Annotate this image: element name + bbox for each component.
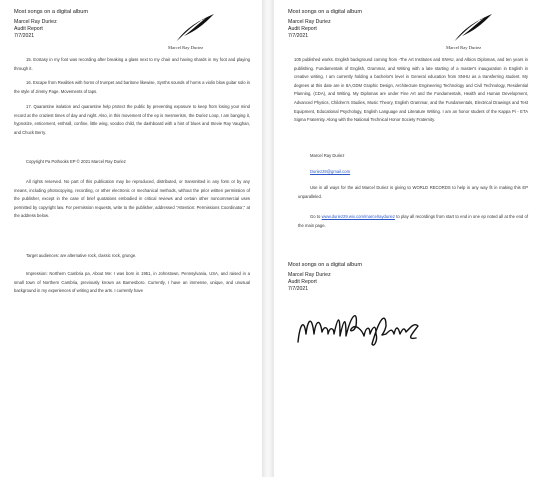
left-page: [0, 0, 262, 477]
website-link[interactable]: www.duriez29.wix.com/marcelrayduriez: [321, 214, 395, 219]
copyright-line: Copyright Pa Pothooks EP © 2021 Marcel Ray Duriez: [26, 159, 126, 164]
list-item: 17. Quarantine isolation and quarantine help protect the public by preventing exposure to keep from losing your mind record at the craziest times of day and night. Also, in this movement of the ep is mesmerism, the Duriez Loop, I am banging it, hypnotize, enticement, enthrall, confine, little wing, voodoo child, the dashboard with a hint of blues and Stevie Ray Vaughan, and Chuck Berry.: [14, 104, 250, 135]
header-title: Most songs on a digital album: [288, 262, 363, 268]
email-link[interactable]: Duriez29@gmail.com: [310, 169, 351, 174]
contact-name: Marcel Ray Duriez: [310, 153, 345, 158]
left-header: [14, 9, 88, 40]
header-author: Marcel Ray Duriez: [14, 19, 57, 25]
bio-paragraph: 105 published works. English background coming from -The Art Institutes and SNHU, and Albion Diplomas, and ten years in publishing. Fundamentals of English, Grammar, and Writing with a late starting of a master's inauguration in English in creative writing. I am currently holding a bachelor's level in General education from SNHU as a transferring student. My degrees at this date are in 8A,GDM Graphic Design, Architecture Engineering Technology and Civil Technology, Residential Planning, (CDA), and Writing. My Diplomas are under Fine Art and the Fundamentals, Health and Human Development, Advanced Physics, Children's Studies, Music Theory, English Grammar, and the Fundamentals, Electrical Drawings and Test Equipment, Educational Psychology, English Language and Literature Writing. I am an honor student of the Kappa Pi - ETA Sigma Fraternity. Along with the National Technical Honor Society Fraternity.: [294, 57, 528, 123]
header-author: Marcel Ray Duriez: [288, 19, 331, 25]
footer-header: [288, 262, 362, 293]
right-header: [288, 9, 362, 40]
header-title: Most songs on a digital album: [288, 9, 363, 15]
handwritten-signature: [294, 304, 424, 352]
header-author: Marcel Ray Duriez: [288, 272, 331, 278]
goto-prefix: Go to: [310, 214, 322, 219]
header-title: Most songs on a digital album: [14, 9, 89, 15]
list-item: 15. Ecstasy in my foot was recording after breaking a glass next to my chair and having shards in my foot and playing through it.: [14, 57, 250, 71]
goto-paragraph: [298, 213, 528, 230]
quill-feather-icon: [172, 12, 216, 44]
header-date: 7/7/2021: [14, 33, 35, 39]
rights-paragraph: All rights reserved. No part of this publication may be reproduced, distributed, or transmitted in any form or by any means, including photocopying, recording, or other electronic or mechanical methods, without the prior written permission of the publisher, except in the case of brief quotations embodied in critical reviews and certain other noncommercial uses permitted by copyright law. For permission requests, write to the publisher, addressed "Attention: Permissions Coordinator," at the address below.: [14, 179, 250, 219]
impression-paragraph: Impression: Northern Cambria pa, About Me: I was born in 1951, in Johnstown, Pennsylvania, USA, and raised in a small town of Northern Cambria, previously known as Barnesboro. Currently, I have an immense, unique, and unusual background in my experiences of writing and the arts. I currently have: [14, 271, 250, 294]
audience-line: Target audiences: are alternative rock, classic rock, grunge.: [26, 253, 137, 258]
header-date: 7/7/2021: [288, 33, 309, 39]
page-gutter: [262, 0, 274, 477]
goto-suffix: to play all recordings from start to end in one ep noted all at the end of the main page.: [298, 214, 528, 228]
header-doc: Audit Report: [14, 26, 43, 32]
list-item: 16. Escape from Realities with horns of trumpet and baritone likewise, Synths sounds of horns a violin blow guitar solo in the style of Jimmy Page. Movements of taps.: [14, 80, 250, 94]
quill-feather-icon: [450, 12, 494, 44]
usage-paragraph: Use in all ways for the aid Marcel Duriez is giving to WORLD RECORDS to help in any way fit in making this EP unparalleled.: [298, 185, 528, 199]
right-page: [274, 0, 540, 477]
logo-caption: Marcel Ray Duriez: [168, 45, 204, 50]
logo-caption: Marcel Ray Duriez: [446, 45, 482, 50]
header-doc: Audit Report: [288, 279, 317, 285]
header-date: 7/7/2021: [288, 286, 309, 292]
header-doc: Audit Report: [288, 26, 317, 32]
